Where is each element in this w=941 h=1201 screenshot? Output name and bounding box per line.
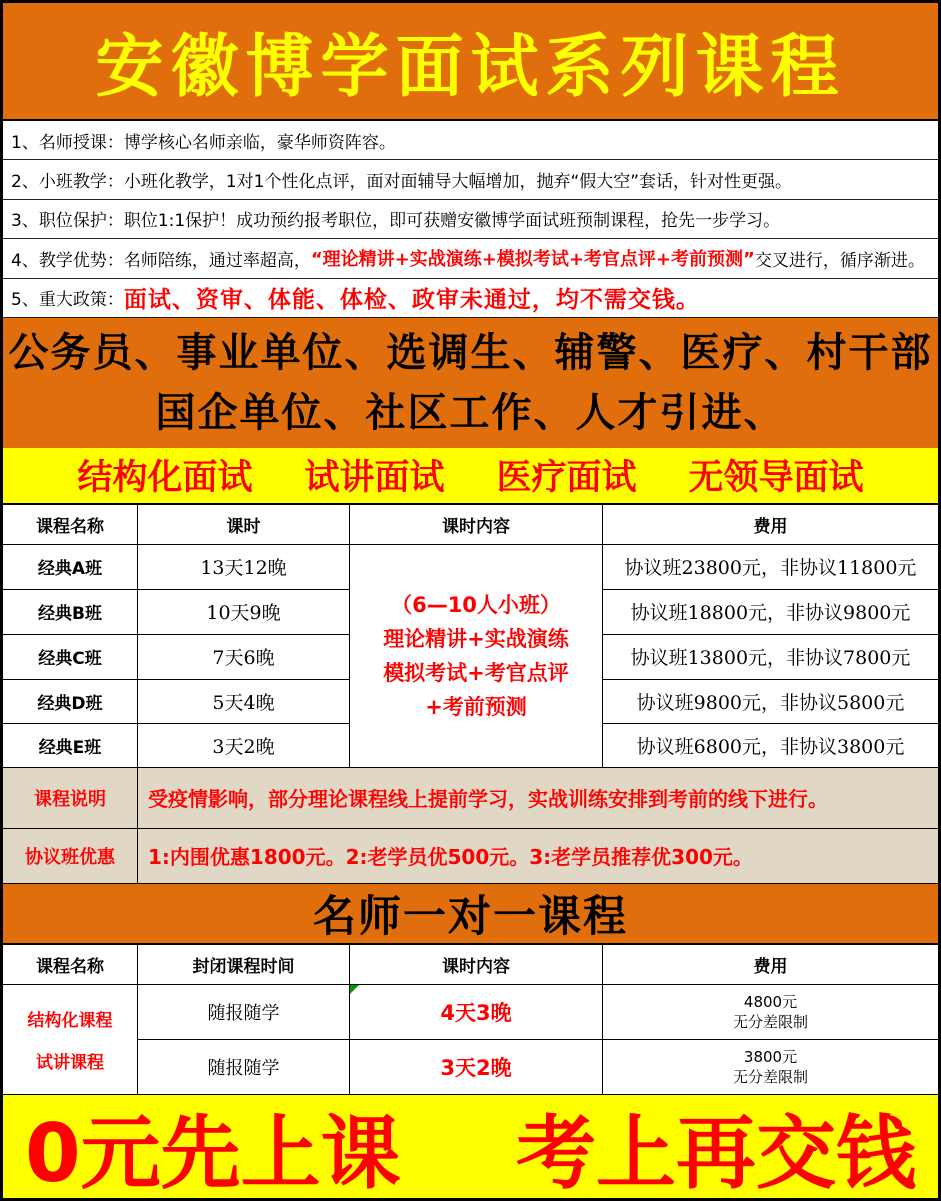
audience-line-2: 国企单位、社区工作、人才引进、 [155, 389, 786, 436]
one-on-one-course-names [3, 985, 138, 1095]
footer-slogan-left: 0元先上课 [25, 1106, 401, 1200]
content-duration-2 [350, 1040, 603, 1095]
feature-item-5 [3, 279, 938, 318]
course-table [3, 505, 938, 884]
type-item-lecture: 试讲面试 [304, 458, 445, 499]
feature-text: 5、重大政策： [11, 290, 124, 311]
one-on-one-banner: 名师一对一课程 [3, 884, 938, 945]
fee-amount-1: 4800元 [743, 992, 798, 1011]
note-text-discount: 1:内围优惠1800元。2:老学员优500元。3:老学员推荐优300元。 [138, 829, 938, 884]
course-name-d: 经典D班 [3, 680, 138, 724]
interview-types-banner [3, 448, 938, 505]
course-fee-a: 协议班23800元，非协议11800元 [603, 545, 938, 590]
feature-highlight: 面试、资审、体能、体检、政审未通过，均不需交钱。 [123, 286, 700, 314]
note-label-course-desc: 课程说明 [3, 768, 138, 829]
enroll-time-1: 随报随学 [138, 985, 350, 1040]
course-fee-e: 协议班6800元，非协议3800元 [603, 724, 938, 768]
footer-slogan-right: 考上再交钱 [516, 1106, 916, 1200]
col-header-closed-time: 封闭课程时间 [138, 945, 350, 985]
col-header-content: 课时内容 [350, 505, 603, 545]
course-name-lecture: 试讲课程 [36, 1053, 104, 1074]
content-line-4: +考前预测 [425, 694, 527, 719]
col-header-content-2: 课时内容 [350, 945, 603, 985]
feature-highlight: “理论精讲+实战演练+模拟考试+考官点评+考前预测” [310, 249, 755, 271]
note-label-discount: 协议班优惠 [3, 829, 138, 884]
fee-amount-2: 3800元 [743, 1047, 798, 1066]
feature-item-4 [3, 239, 938, 278]
feature-item-3 [3, 200, 938, 239]
feature-item-2 [3, 160, 938, 199]
feature-item-1 [3, 121, 938, 160]
col-header-fee-2: 费用 [603, 945, 938, 985]
course-duration-e: 3天2晚 [138, 724, 350, 768]
feature-text: 1、名师授课：博学核心名师亲临，豪华师资阵容。 [11, 132, 396, 153]
feature-text: 2、小班教学：小班化教学，1对1个性化点评，面对面辅导大幅增加，抛弃“假大空”套话，针对性更强。 [11, 172, 793, 193]
col-header-course-name-2: 课程名称 [3, 945, 138, 985]
type-item-medical: 医疗面试 [496, 458, 637, 499]
audience-line-1: 公务员、事业单位、选调生、辅警、医疗、村干部 [8, 329, 933, 376]
col-header-hours: 课时 [138, 505, 350, 545]
audience-banner [3, 318, 938, 448]
content-line-2: 理论精讲+实战演练 [383, 626, 569, 651]
feature-text: 3、职位保护：职位1:1保护！成功预约报考职位，即可获赠安徽博学面试班预制课程，抢先一步学习。 [11, 211, 781, 232]
course-fee-d: 协议班9800元，非协议5800元 [603, 680, 938, 724]
class-size-line: （6—10人小班） [391, 592, 561, 617]
page-title: 安徽博学面试系列课程 [95, 26, 846, 107]
content-duration-1 [350, 985, 603, 1040]
course-fee-c: 协议班13800元，非协议7800元 [603, 635, 938, 680]
content-duration-1-text: 4天3晚 [440, 1000, 512, 1025]
content-line-3: 模拟考试+考官点评 [383, 660, 569, 685]
course-duration-a: 13天12晚 [138, 545, 350, 590]
col-header-fee: 费用 [603, 505, 938, 545]
course-duration-d: 5天4晚 [138, 680, 350, 724]
content-duration-2-text: 3天2晚 [440, 1055, 512, 1080]
type-item-leaderless: 无领导面试 [688, 458, 864, 499]
class-content-merged-cell [350, 545, 603, 768]
title-banner [3, 3, 938, 121]
course-name-c: 经典C班 [3, 635, 138, 680]
one-on-one-fee-2 [603, 1040, 938, 1095]
course-name-a: 经典A班 [3, 545, 138, 590]
feature-text: 4、教学优势：名师陪练，通过率超高， [11, 250, 311, 271]
enroll-time-2: 随报随学 [138, 1040, 350, 1095]
fee-note-1: 无分差限制 [732, 1012, 808, 1031]
course-duration-c: 7天6晚 [138, 635, 350, 680]
one-on-one-fee-1 [603, 985, 938, 1040]
course-duration-b: 10天9晚 [138, 590, 350, 635]
course-name-structured: 结构化课程 [27, 1010, 113, 1031]
course-name-e: 经典E班 [3, 724, 138, 768]
feature-text-post: 交叉进行，循序渐进。 [754, 250, 925, 271]
course-name-b: 经典B班 [3, 590, 138, 635]
fee-note-2: 无分差限制 [732, 1067, 808, 1086]
type-item-structured: 结构化面试 [77, 458, 253, 499]
one-on-one-table [3, 945, 938, 1095]
feature-list [3, 121, 938, 318]
course-fee-b: 协议班18800元，非协议9800元 [603, 590, 938, 635]
cell-corner-marker-icon [350, 985, 359, 994]
col-header-course-name: 课程名称 [3, 505, 138, 545]
footer-banner [3, 1095, 938, 1198]
note-text-course-desc: 受疫情影响，部分理论课程线上提前学习，实战训练安排到考前的线下进行。 [138, 768, 938, 829]
